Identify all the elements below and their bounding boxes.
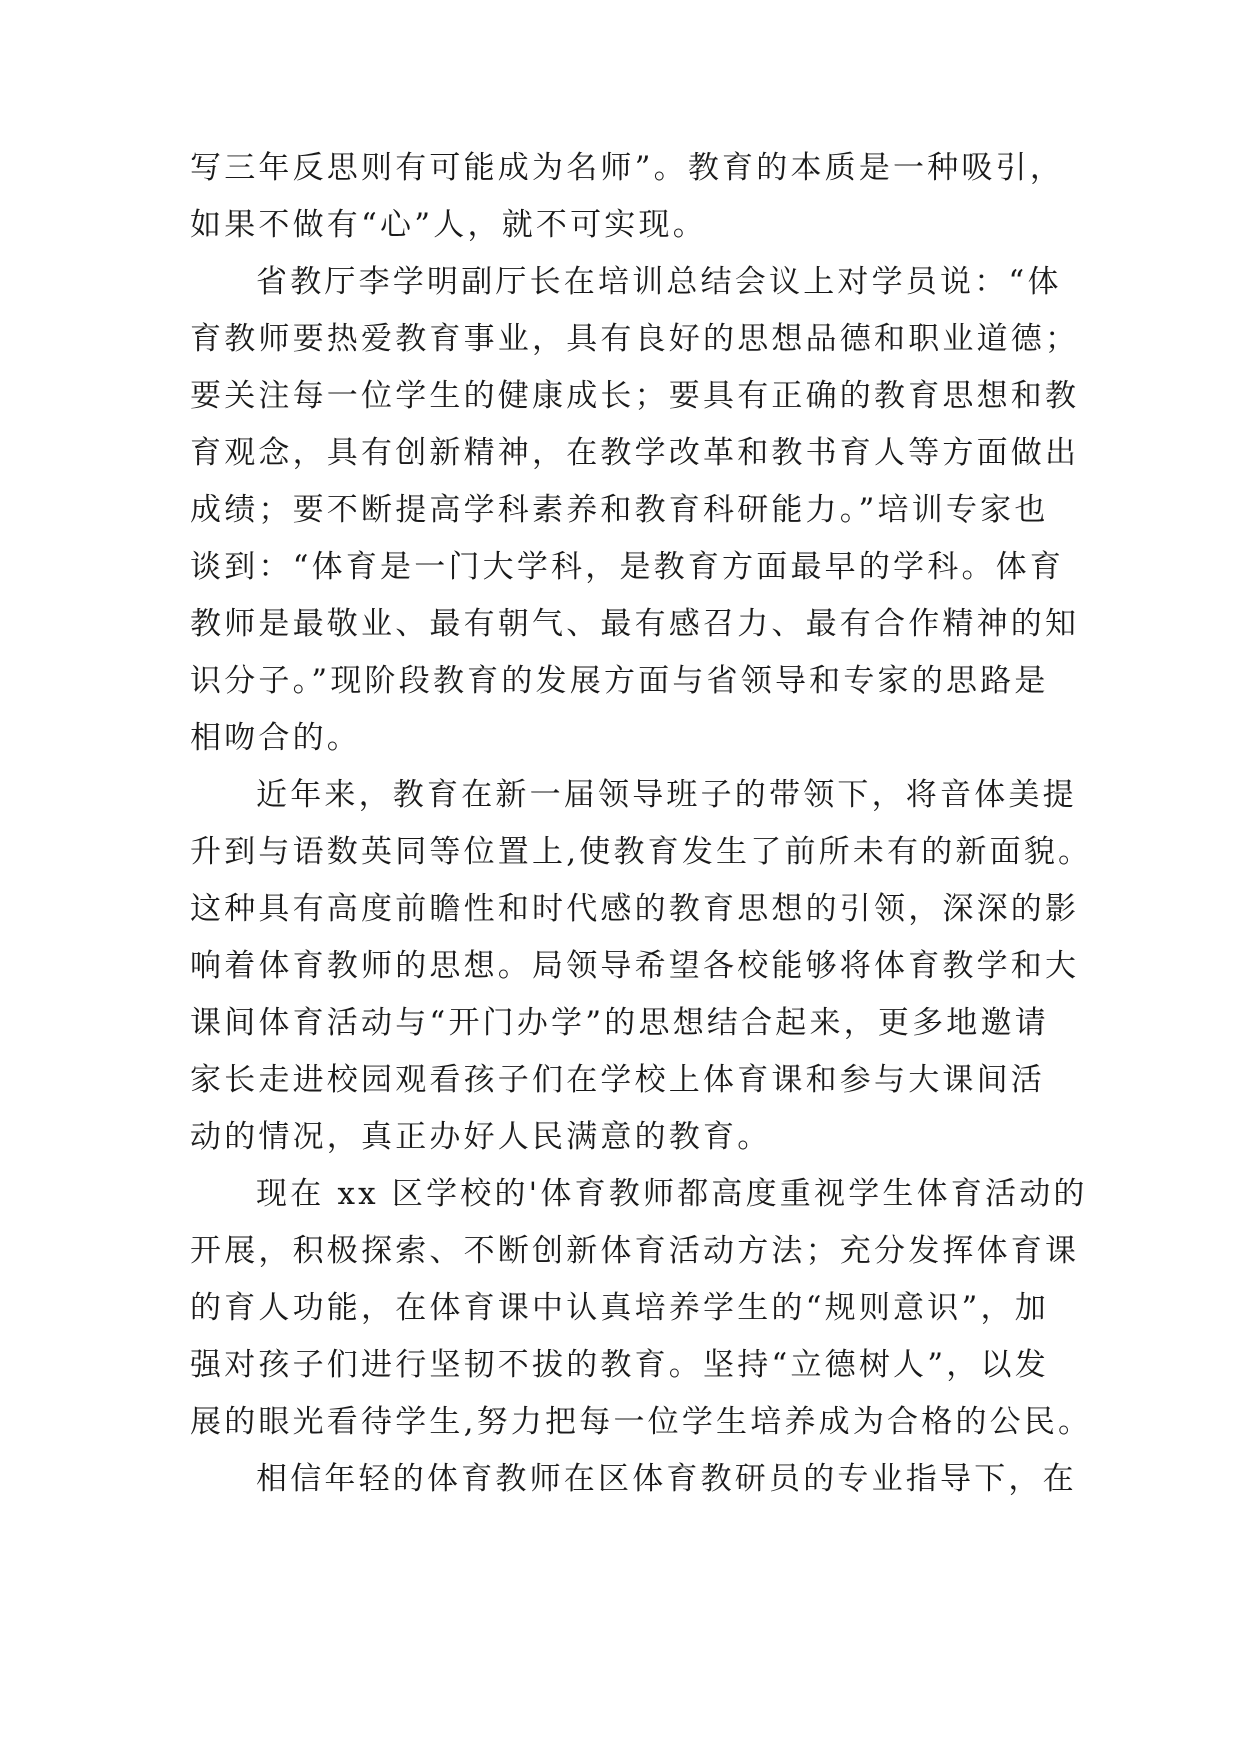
text-line: 省教厅李学明副厅长在培训总结会议上对学员说：“体 — [256, 264, 1062, 300]
text-line: 现在 xx 区学校的'体育教师都高度重视学生体育活动的 — [256, 1176, 1088, 1212]
text-line: 育观念，具有创新精神，在教学改革和教书育人等方面做出 — [190, 435, 1080, 471]
text-line: 成绩；要不断提高学科素养和教育科研能力。”培训专家也 — [190, 492, 1049, 528]
text-line: 近年来，教育在新一届领导班子的带领下，将音体美提 — [256, 777, 1077, 813]
text-line: 这种具有高度前瞻性和时代感的教育思想的引领，深深的影 — [190, 891, 1080, 927]
text-line: 升到与语数英同等位置上,使教育发生了前所未有的新面貌。 — [190, 834, 1093, 870]
text-line: 响着体育教师的思想。局领导希望各校能够将体育教学和大 — [190, 948, 1080, 984]
text-line: 相信年轻的体育教师在区体育教研员的专业指导下，在 — [256, 1461, 1077, 1497]
text-line: 育教师要热爱教育事业，具有良好的思想品德和职业道德； — [190, 321, 1080, 357]
text-line: 展的眼光看待学生,努力把每一位学生培养成为合格的公民。 — [190, 1404, 1093, 1440]
text-line: 识分子。”现阶段教育的发展方面与省领导和专家的思路是 — [190, 663, 1049, 699]
text-line: 开展，积极探索、不断创新体育活动方法；充分发挥体育课 — [190, 1233, 1080, 1269]
text-line: 如果不做有“心”人，就不可实现。 — [190, 207, 707, 243]
text-line: 写三年反思则有可能成为名师”。教育的本质是一种吸引， — [190, 150, 1065, 186]
text-line: 教师是最敬业、最有朝气、最有感召力、最有合作精神的知 — [190, 606, 1080, 642]
paragraph-5 — [190, 1451, 1077, 1508]
body-text — [190, 140, 1093, 1508]
text-line: 课间体育活动与“开门办学”的思想结合起来，更多地邀请 — [190, 1005, 1049, 1041]
text-line: 动的情况，真正办好人民满意的教育。 — [190, 1119, 772, 1155]
text-line: 家长走进校园观看孩子们在学校上体育课和参与大课间活 — [190, 1062, 1045, 1098]
text-line: 强对孩子们进行坚韧不拔的教育。坚持“立德树人”，以发 — [190, 1347, 1049, 1383]
paragraph-2 — [190, 254, 1080, 767]
text-line: 的育人功能，在体育课中认真培养学生的“规则意识”，加 — [190, 1290, 1049, 1326]
text-line: 要关注每一位学生的健康成长；要具有正确的教育思想和教 — [190, 378, 1080, 414]
paragraph-3 — [190, 767, 1093, 1166]
text-line: 相吻合的。 — [190, 720, 361, 756]
paragraph-4 — [190, 1166, 1093, 1451]
paragraph-1 — [190, 140, 1065, 254]
text-line: 谈到：“体育是一门大学科，是教育方面最早的学科。体育 — [190, 549, 1065, 585]
